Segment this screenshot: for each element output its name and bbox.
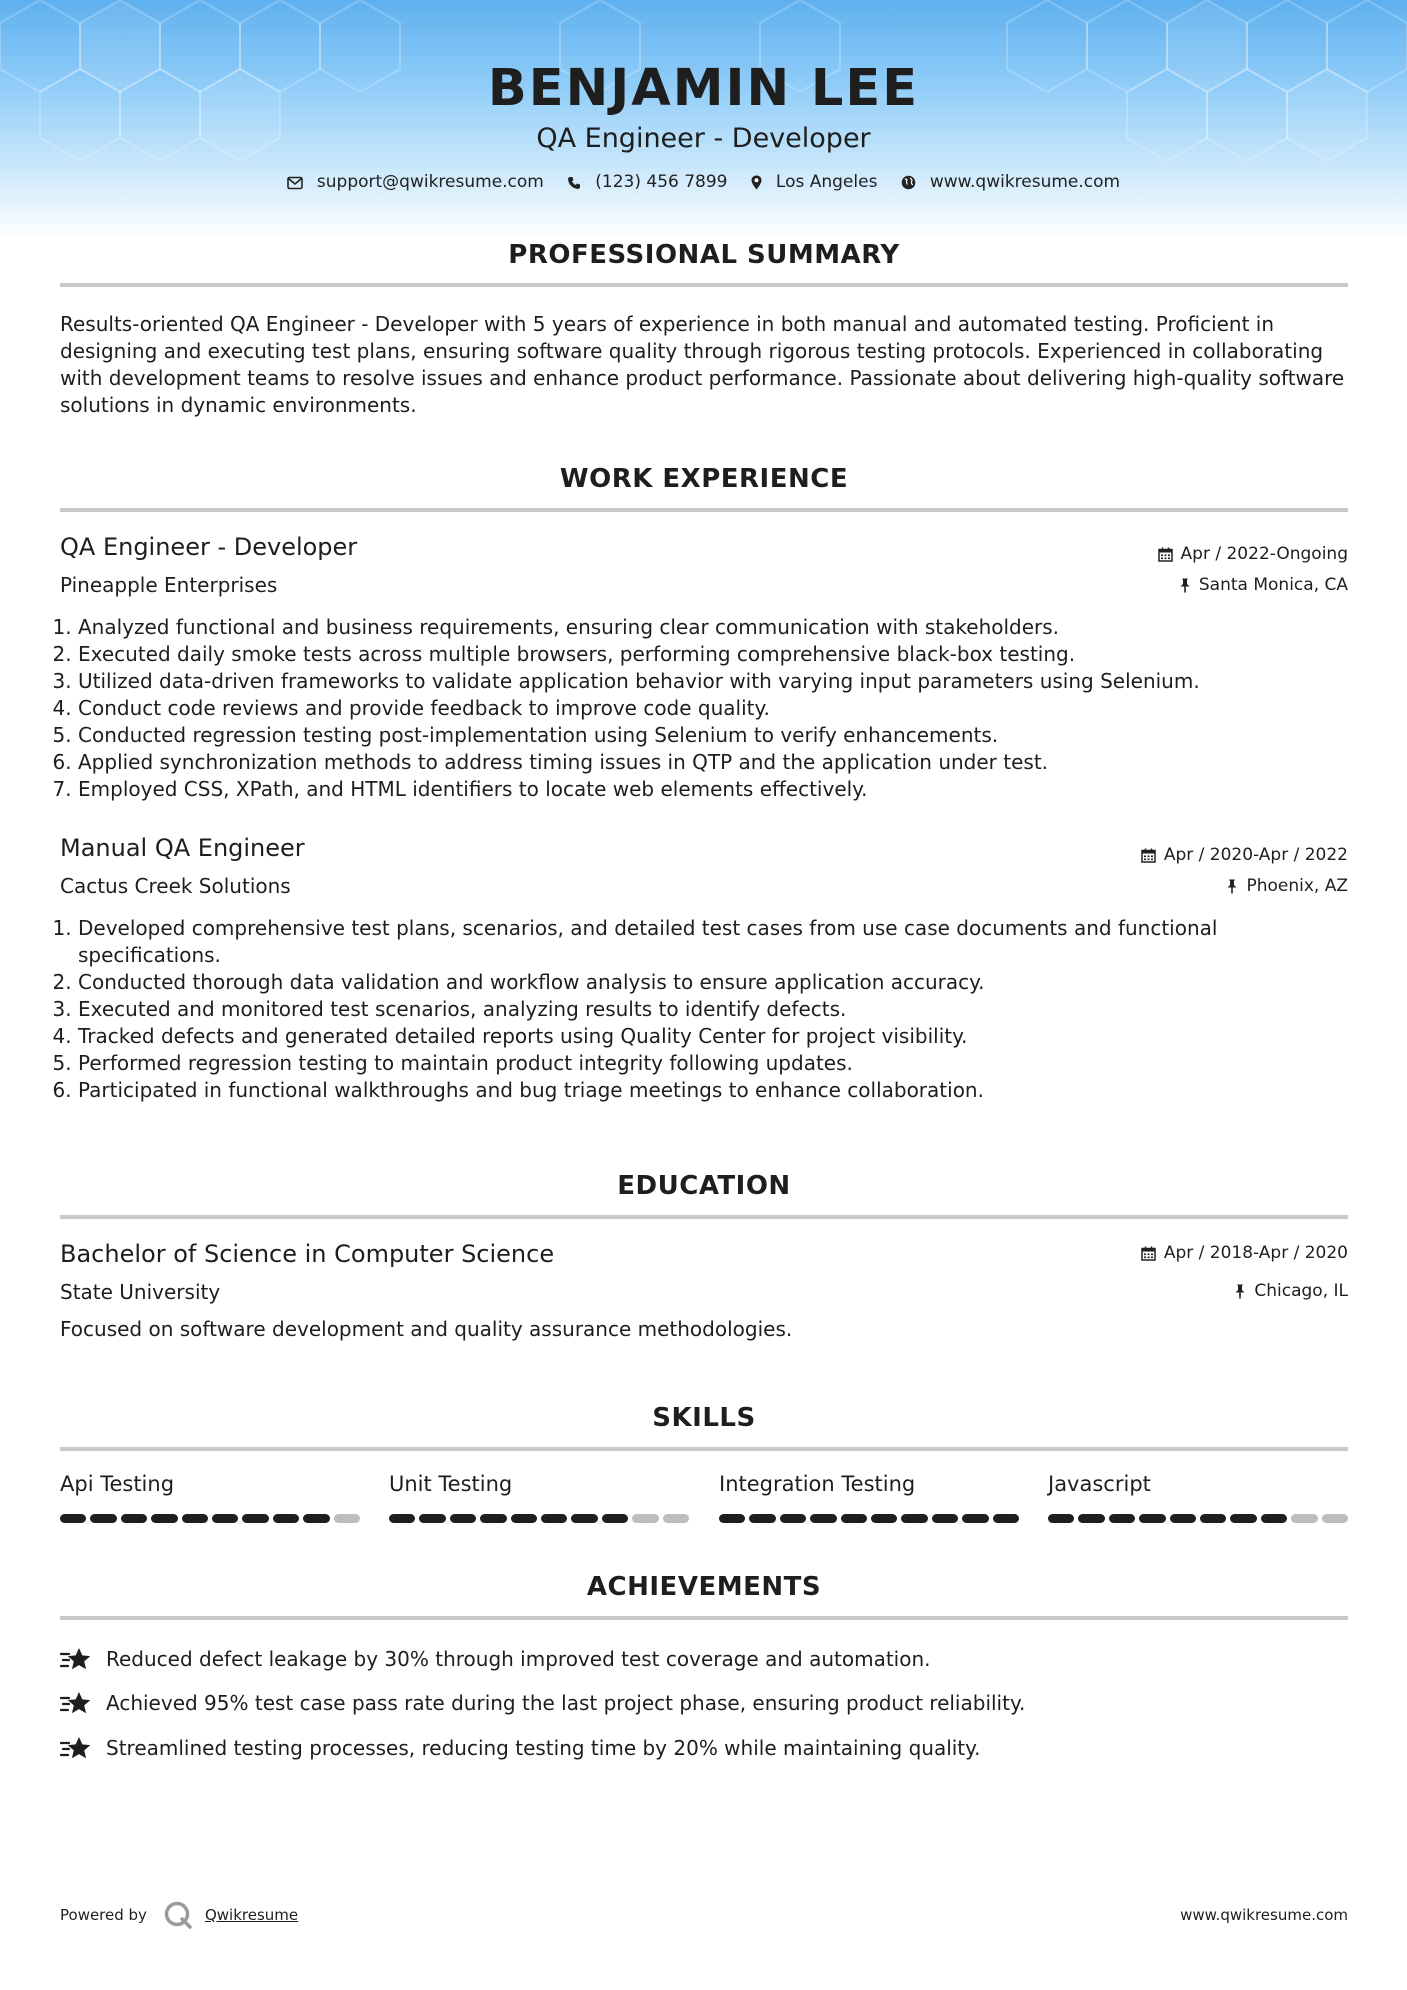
star-icon [60,1734,92,1762]
skill-segment-empty [1322,1514,1348,1523]
skill-segment-filled [993,1514,1019,1523]
skill-segment-filled [1139,1514,1165,1523]
skill-segment-filled [419,1514,445,1523]
education-description: Focused on software development and quality assurance methodologies. [60,1317,793,1341]
list-item: 1. Analyzed functional and business requirements, ensuring clear communication with stakeholders. [78,614,1308,641]
skill-segment-filled [841,1514,867,1523]
skill-segment-filled [602,1514,628,1523]
skill-segment-filled [450,1514,476,1523]
skill-segment-filled [151,1514,177,1523]
section-divider [60,283,1348,287]
achievement-text: Achieved 95% test case pass rate during the last project phase, ensuring product reliability. [106,1691,1026,1715]
skill-segment-filled [780,1514,806,1523]
job-dates [1158,544,1348,564]
candidate-role: QA Engineer - Developer [536,123,871,154]
job-title: Manual QA Engineer [60,834,305,862]
section-divider [60,1447,1348,1451]
list-item: 7. Employed CSS, XPath, and HTML identifiers to locate web elements effectively. [78,776,1308,803]
contact-phone-text: (123) 456 7899 [595,172,728,192]
job-dates-text: Apr / 2020-Apr / 2022 [1163,845,1348,865]
skill-segment-filled [571,1514,597,1523]
list-item: 4. Tracked defects and generated detailed reports using Quality Center for project visibility. [78,1023,1308,1050]
contact-email[interactable] [287,172,544,192]
contact-location-text: Los Angeles [775,172,878,192]
skill-segment-filled [810,1514,836,1523]
section-title-summary: PROFESSIONAL SUMMARY [508,240,900,270]
skill-segment-filled [389,1514,415,1523]
skill-segment-filled [962,1514,988,1523]
map-marker-icon [751,175,762,190]
list-item: 4. Conduct code reviews and provide feedback to improve code quality. [78,695,1308,722]
skill-level-bar [60,1514,360,1523]
skill-name: Api Testing [60,1472,175,1496]
list-item: 2. Conducted thorough data validation and workflow analysis to ensure application accuracy. [78,969,1308,996]
summary-text: Results-oriented QA Engineer - Developer with 5 years of experience in both manual and automated testing. Proficient in designing and executing test plans, ensuring software quality through rigorous testing protocols. Experienced in collaborating with development teams to resolve issues and enhance product performance. Passionate about delivering high-quality software solutions in dynamic environments. [60,312,1345,417]
skill-segment-filled [182,1514,208,1523]
candidate-name: BENJAMIN LEE [487,59,920,118]
skill-item [389,1472,689,1523]
powered-by-label: Powered by [60,1906,147,1924]
skill-segment-filled [1078,1514,1104,1523]
globe-icon [901,175,916,190]
skill-segment-filled [511,1514,537,1523]
education-location-text: Chicago, IL [1254,1281,1348,1301]
skill-segment-filled [1200,1514,1226,1523]
list-item: 3. Utilized data-driven frameworks to validate application behavior with varying input parameters using Selenium. [78,668,1308,695]
skill-segment-filled [121,1514,147,1523]
skill-segment-filled [541,1514,567,1523]
section-divider [60,1215,1348,1219]
skill-item [1048,1472,1348,1523]
skill-segment-filled [60,1514,86,1523]
skill-segment-filled [1048,1514,1074,1523]
skill-item [719,1472,1019,1523]
list-item: 5. Conducted regression testing post-implementation using Selenium to verify enhancements. [78,722,1308,749]
achievement-item [60,1645,931,1673]
skill-segment-filled [1230,1514,1256,1523]
section-title-education: EDUCATION [617,1171,791,1201]
job-dates-text: Apr / 2022-Ongoing [1180,544,1348,564]
section-divider [60,1616,1348,1620]
job-title: QA Engineer - Developer [60,533,358,561]
skill-name: Unit Testing [389,1472,513,1496]
list-item: 5. Performed regression testing to maintain product integrity following updates. [78,1050,1308,1077]
job-location-text: Santa Monica, CA [1198,575,1348,595]
contact-location [751,172,878,192]
skill-level-bar [389,1514,689,1523]
skill-segment-filled [1170,1514,1196,1523]
achievement-item [60,1734,981,1762]
job-duties-list [60,614,1308,803]
pushpin-icon [1179,578,1191,593]
resume-header [0,58,1407,156]
section-title-achievements: ACHIEVEMENTS [586,1572,822,1602]
calendar-icon [1158,547,1173,562]
list-item: 1. Developed comprehensive test plans, scenarios, and detailed test cases from use case documents and functional specifications. [78,915,1308,969]
skill-segment-filled [480,1514,506,1523]
skill-segment-empty [334,1514,360,1523]
education-location [1234,1281,1348,1301]
contact-phone[interactable] [567,172,727,192]
achievement-item [60,1689,1025,1717]
education-dates-text: Apr / 2018-Apr / 2020 [1163,1243,1348,1263]
skill-segment-filled [303,1514,329,1523]
section-divider [60,508,1348,512]
skill-item [60,1472,360,1523]
contact-row [0,172,1407,192]
pushpin-icon [1234,1284,1246,1299]
skill-segment-filled [1109,1514,1135,1523]
contact-website[interactable] [901,172,1120,192]
skill-level-bar [1048,1514,1348,1523]
company-name: Cactus Creek Solutions [60,874,291,898]
list-item: 3. Executed and monitored test scenarios, analyzing results to identify defects. [78,996,1308,1023]
list-item: 2. Executed daily smoke tests across multiple browsers, performing comprehensive black-box testing. [78,641,1308,668]
company-name: Pineapple Enterprises [60,573,278,597]
job-location [1226,876,1348,896]
star-icon [60,1645,92,1673]
skill-level-bar [719,1514,1019,1523]
job-location-text: Phoenix, AZ [1246,876,1348,896]
calendar-icon [1141,848,1156,863]
phone-icon [567,176,581,190]
section-title-skills: SKILLS [652,1403,756,1433]
skill-name: Integration Testing [719,1472,916,1496]
list-item: 6. Applied synchronization methods to address timing issues in QTP and the application under test. [78,749,1308,776]
education-dates [1141,1243,1348,1263]
degree-title: Bachelor of Science in Computer Science [60,1240,555,1268]
skill-segment-empty [663,1514,689,1523]
qwikresume-logo-icon [163,1900,193,1930]
skill-segment-filled [273,1514,299,1523]
skill-segment-filled [749,1514,775,1523]
job-dates [1141,845,1348,865]
skill-name: Javascript [1048,1472,1151,1496]
skill-segment-filled [90,1514,116,1523]
achievement-text: Reduced defect leakage by 30% through improved test coverage and automation. [106,1647,931,1671]
calendar-icon [1141,1246,1156,1261]
footer-powered-by [60,1900,298,1930]
skill-segment-filled [1261,1514,1287,1523]
skill-segment-filled [719,1514,745,1523]
achievement-text: Streamlined testing processes, reducing testing time by 20% while maintaining quality. [106,1736,981,1760]
skill-segment-filled [242,1514,268,1523]
skill-segment-filled [871,1514,897,1523]
envelope-icon [287,176,303,190]
skill-segment-filled [212,1514,238,1523]
star-icon [60,1689,92,1717]
school-name: State University [60,1280,221,1304]
skill-segment-filled [901,1514,927,1523]
footer-website-link[interactable]: www.qwikresume.com [1180,1906,1348,1924]
qwikresume-link[interactable]: Qwikresume [204,1906,299,1924]
contact-email-text: support@qwikresume.com [316,172,544,192]
section-title-experience: WORK EXPERIENCE [559,464,849,494]
skill-segment-empty [1291,1514,1317,1523]
skill-segment-filled [932,1514,958,1523]
list-item: 6. Participated in functional walkthroughs and bug triage meetings to enhance collaboration. [78,1077,1308,1104]
pushpin-icon [1226,879,1238,894]
contact-website-text: www.qwikresume.com [929,172,1121,192]
job-location [1179,575,1348,595]
skill-segment-empty [632,1514,658,1523]
job-duties-list [60,915,1308,1104]
